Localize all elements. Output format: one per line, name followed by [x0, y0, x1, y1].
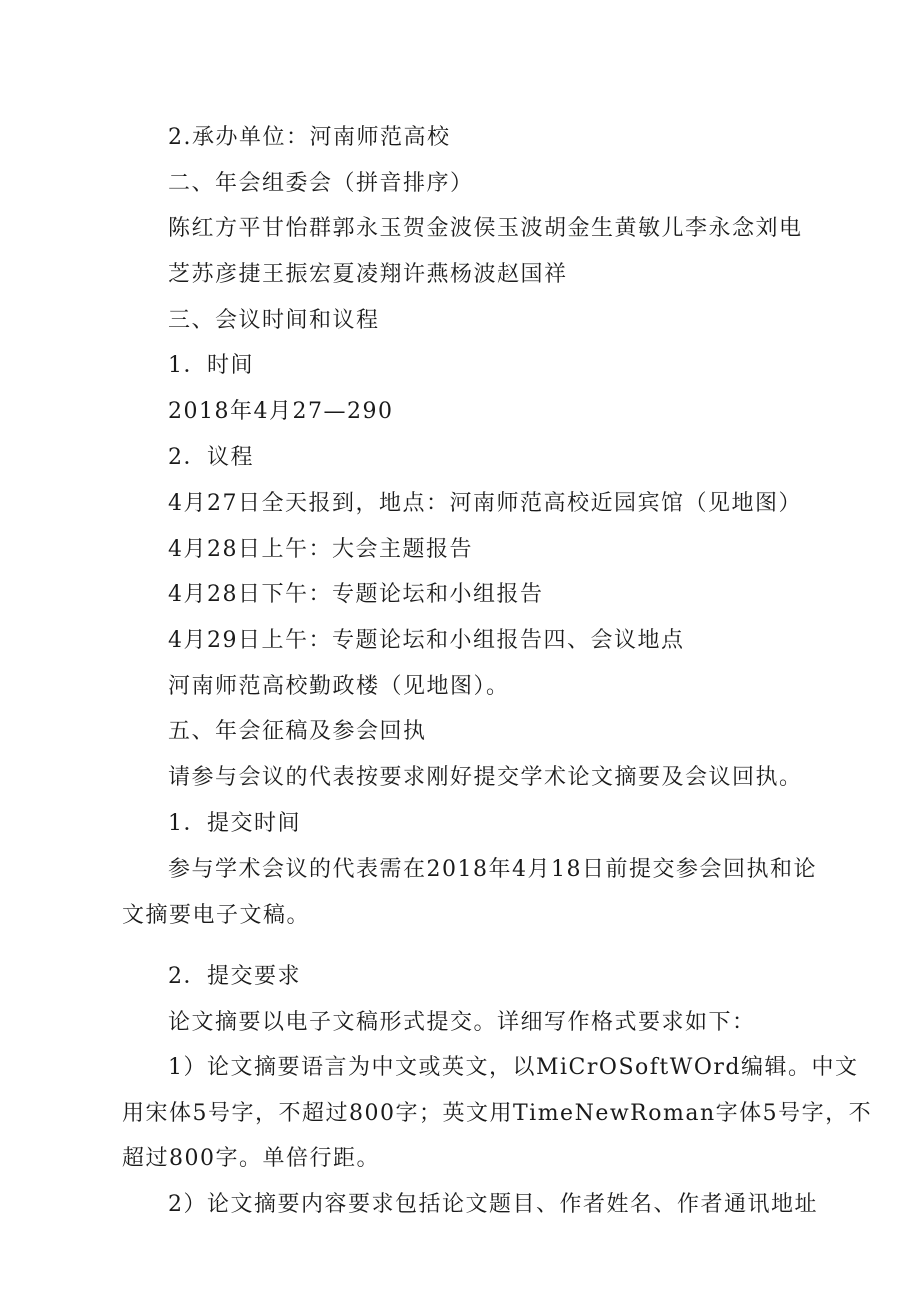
section-heading: 三、会议时间和议程 — [168, 308, 380, 333]
text-line: 河南师范高校勤政楼（见地图）。 — [168, 674, 510, 699]
subsection-heading: 1．时间 — [168, 353, 254, 378]
subsection-heading: 1．提交时间 — [168, 811, 301, 836]
text-line: 4月27日全天报到，地点：河南师范高校近园宾馆（见地图） — [168, 491, 802, 516]
text-line: 文摘要电子文稿。 — [122, 903, 311, 928]
text-line: 2018年4月27—290 — [168, 399, 394, 424]
subsection-heading: 2．提交要求 — [168, 964, 301, 989]
text-line: 用宋体5号字，不超过800字；英文用TimeNewRoman字体5号字，不 — [122, 1101, 873, 1126]
text-line: 4月28日下午：专题论坛和小组报告 — [168, 582, 544, 607]
text-line: 4月29日上午：专题论坛和小组报告四、会议地点 — [168, 628, 685, 653]
section-heading: 二、年会组委会（拼音排序） — [168, 171, 474, 196]
text-line: 芝苏彦捷王振宏夏凌翔许燕杨波赵国祥 — [168, 262, 568, 287]
text-line: 陈红方平甘怡群郭永玉贺金波侯玉波胡金生黄敏儿李永念刘电 — [168, 216, 803, 241]
text-line: 参与学术会议的代表需在2018年4月18日前提交参会回执和论 — [168, 857, 817, 882]
section-heading: 五、年会征稿及参会回执 — [168, 719, 427, 744]
text-line: 超过800字。单倍行距。 — [122, 1146, 380, 1171]
text-line: 4月28日上午：大会主题报告 — [168, 537, 473, 562]
text-line: 2.承办单位：河南师范高校 — [168, 125, 451, 150]
text-line: 请参与会议的代表按要求刚好提交学术论文摘要及会议回执。 — [168, 765, 803, 790]
text-line: 2）论文摘要内容要求包括论文题目、作者姓名、作者通讯地址 — [168, 1192, 818, 1217]
text-line: 论文摘要以电子文稿形式提交。详细写作格式要求如下： — [168, 1010, 756, 1035]
text-line: 1）论文摘要语言为中文或英文，以MiCrOSoftWOrd编辑。中文 — [168, 1055, 859, 1080]
subsection-heading: 2．议程 — [168, 445, 254, 470]
